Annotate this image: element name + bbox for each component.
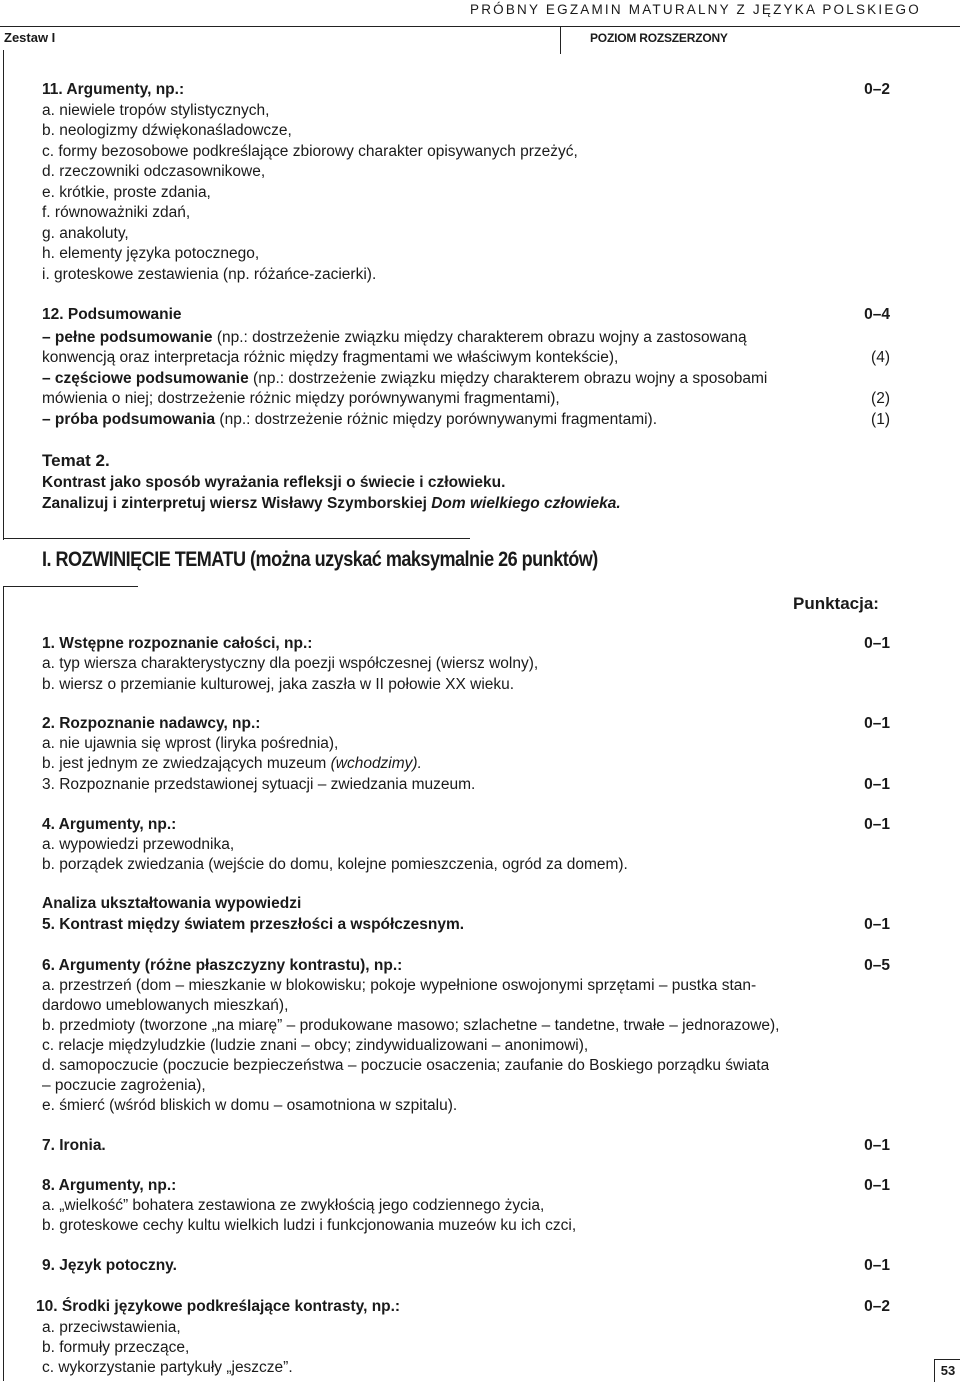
topic-line1: Kontrast jako sposób wyrażania refleksji o świecie i człowieku. xyxy=(42,474,506,491)
q12-partial-line2: mówienia o niej; dostrzeżenie różnic między porównywanymi fragmentami), (2) xyxy=(42,390,890,407)
s8-heading: 8. Argumenty, np.: 0–1 xyxy=(42,1177,890,1194)
list-item: b. groteskowe cechy kultu wielkich ludzi i funkcjonowania muzeów ku ich czci, xyxy=(42,1217,577,1234)
list-item: b. jest jednym ze zwiedzających muzeum (wchodzimy). xyxy=(42,755,422,772)
set-label: Zestaw I xyxy=(4,30,56,45)
q12-score: 0–4 xyxy=(864,306,890,323)
s4-heading: 4. Argumenty, np.: 0–1 xyxy=(42,816,890,833)
list-item: e. śmierć (wśród bliskich w domu – osamotniona w szpitalu). xyxy=(42,1097,458,1114)
q12-partial-line1: – częściowe podsumowanie (np.: dostrzeżenie związku między charakterem obrazu wojny a sposobami xyxy=(42,370,768,387)
left-border-top xyxy=(3,50,4,540)
list-item: a. typ wiersza charakterystyczny dla poezji współczesnej (wiersz wolny), xyxy=(42,655,539,672)
list-item: b. przedmioty (tworzone „na miarę” – produkowane masowo; szlachetne – tandetne, trwałe – jednorazowe), xyxy=(42,1017,780,1034)
points-header: Punktacja: xyxy=(793,594,879,613)
s1-heading: 1. Wstępne rozpoznanie całości, np.: 0–1 xyxy=(42,635,890,652)
s3-heading: 3. Rozpoznanie przedstawionej sytuacji – zwiedzania muzeum. 0–1 xyxy=(42,776,890,793)
list-item: d. samopoczucie (poczucie bezpieczeństwa – poczucie osaczenia; zaufanie do Boskiego porządku świata xyxy=(42,1057,770,1074)
section-title: I. ROZWINIĘCIE TEMATU (można uzyskać maksymalnie 26 punktów) xyxy=(42,548,598,571)
q11-score: 0–2 xyxy=(864,81,890,98)
s10-heading: 10. Środki językowe podkreślające kontrasty, np.: 0–2 xyxy=(36,1298,890,1315)
list-item: a. wypowiedzi przewodnika, xyxy=(42,836,235,853)
section-rule xyxy=(3,538,470,539)
topic-line2: Zanalizuj i zinterpretuj wiersz Wisławy Szymborskiej Dom wielkiego człowieka. xyxy=(42,495,621,512)
list-item: a. przestrzeń (dom – mieszkanie w blokowisku; pokoje wypełnione oswojonymi sprzętami – pustka stan- xyxy=(42,977,757,994)
topic-heading: Temat 2. xyxy=(42,451,110,470)
q12-attempt-line: – próba podsumowania (np.: dostrzeżenie różnic między porównywanymi fragmentami). (1) xyxy=(42,411,890,428)
header-rule xyxy=(0,26,960,27)
analysis-heading: Analiza ukształtowania wypowiedzi xyxy=(42,895,302,912)
q11-heading: 11. Argumenty, np.: 0–2 xyxy=(42,81,890,98)
s9-heading: 9. Język potoczny. 0–1 xyxy=(42,1257,890,1274)
list-item: b. formuły przeczące, xyxy=(42,1339,190,1356)
list-item: a. niewiele tropów stylistycznych, xyxy=(42,102,270,119)
list-item: h. elementy języka potocznego, xyxy=(42,245,260,262)
q12-full-line2: konwencją oraz interpretacja różnic między fragmentami we właściwym kontekście), (4) xyxy=(42,349,890,366)
list-item: d. rzeczowniki odczasownikowe, xyxy=(42,163,266,180)
header-divider xyxy=(560,26,561,54)
section-rule-lower xyxy=(3,586,138,587)
list-item: c. relacje międzyludzkie (ludzie znani – obcy; zindywidualizowani – anonimowi), xyxy=(42,1037,589,1054)
list-item: a. „wielkość” bohatera zestawiona ze zwykłością jego codziennego życia, xyxy=(42,1197,545,1214)
list-item: dardowo umeblowanych mieszkań), xyxy=(42,997,289,1014)
list-item: b. wiersz o przemianie kulturowej, jaka zaszła w II połowie XX wieku. xyxy=(42,676,515,693)
list-item: c. wykorzystanie partykuły „jeszcze”. xyxy=(42,1359,293,1376)
list-item: a. przeciwstawienia, xyxy=(42,1319,181,1336)
page-number: 53 xyxy=(934,1359,960,1382)
s7-heading: 7. Ironia. 0–1 xyxy=(42,1137,890,1154)
exam-title: PRÓBNY EGZAMIN MATURALNY Z JĘZYKA POLSKIEGO xyxy=(470,2,921,17)
list-item: i. groteskowe zestawienia (np. różańce-zacierki). xyxy=(42,266,377,283)
list-item: – poczucie zagrożenia), xyxy=(42,1077,206,1094)
q12-full-line1: – pełne podsumowanie (np.: dostrzeżenie związku między charakterem obrazu wojny a zastosowaną xyxy=(42,329,747,346)
list-item: a. nie ujawnia się wprost (liryka pośrednia), xyxy=(42,735,339,752)
list-item: b. neologizmy dźwiękonaśladowcze, xyxy=(42,122,292,139)
s6-heading: 6. Argumenty (różne płaszczyzny kontrastu), np.: 0–5 xyxy=(42,957,890,974)
left-border-bottom xyxy=(3,586,4,1381)
list-item: f. równoważniki zdań, xyxy=(42,204,191,221)
list-item: e. krótkie, proste zdania, xyxy=(42,184,211,201)
list-item: b. porządek zwiedzania (wejście do domu, kolejne pomieszczenia, ogród za domem). xyxy=(42,856,628,873)
list-item: c. formy bezosobowe podkreślające zbiorowy charakter opisywanych przeżyć, xyxy=(42,143,578,160)
q12-heading: 12. Podsumowanie 0–4 xyxy=(42,306,890,323)
level-label: POZIOM ROZSZERZONY xyxy=(590,31,728,45)
list-item: g. anakoluty, xyxy=(42,225,129,242)
s5-heading: 5. Kontrast między światem przeszłości a współczesnym. 0–1 xyxy=(42,916,890,933)
s2-heading: 2. Rozpoznanie nadawcy, np.: 0–1 xyxy=(42,715,890,732)
